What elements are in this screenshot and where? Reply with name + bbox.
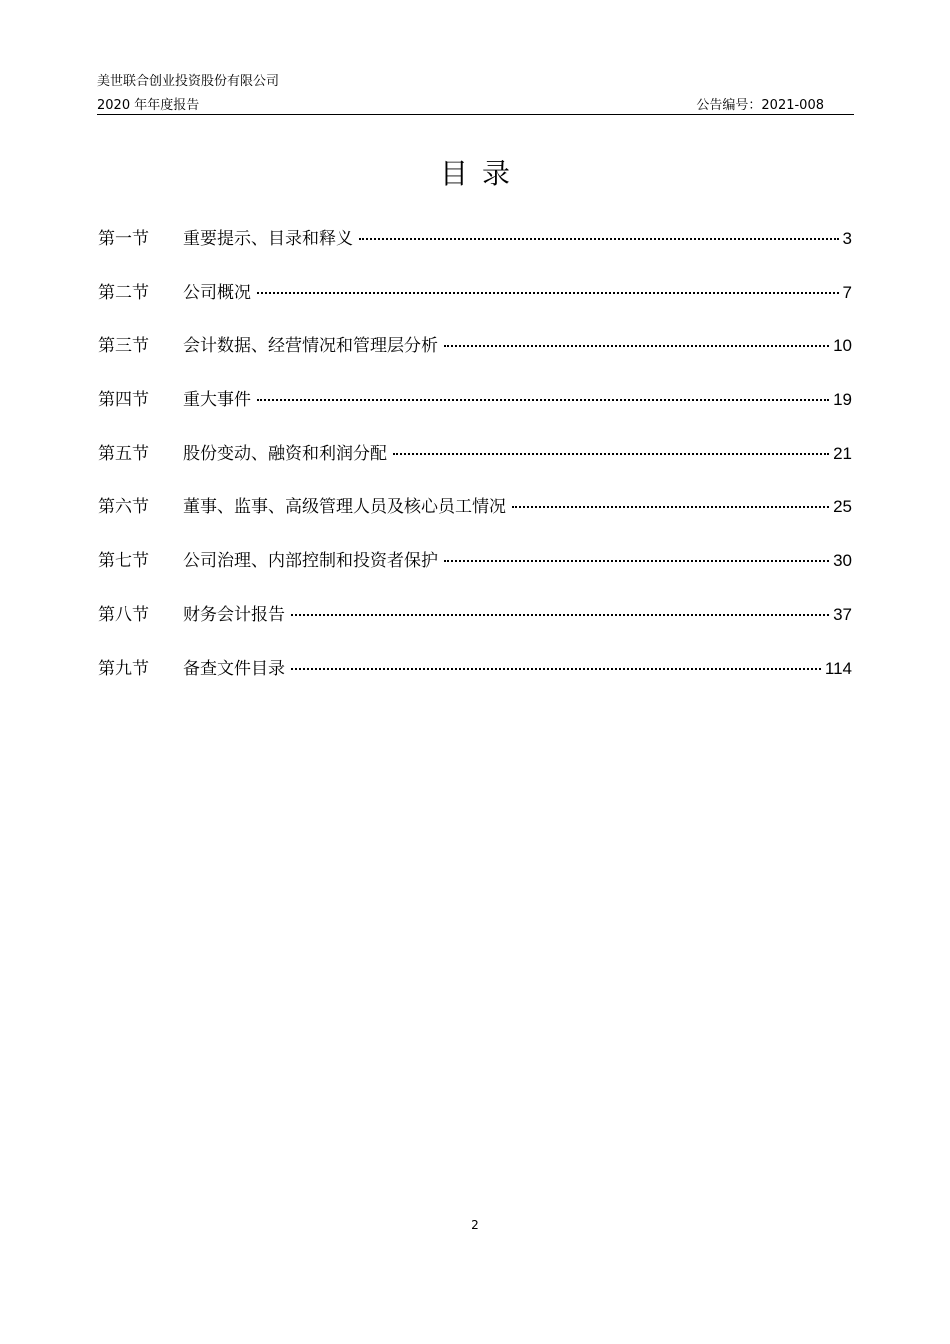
- toc-page-number: 19: [833, 390, 852, 410]
- toc-section-label: 第三节: [98, 336, 149, 357]
- toc-entry-title: 公司治理、内部控制和投资者保护: [183, 551, 438, 572]
- toc-entry-title: 重要提示、目录和释义: [183, 229, 353, 249]
- toc-entry-2[interactable]: [98, 278, 852, 332]
- toc-dot-leader: [444, 560, 829, 562]
- toc-page-number: 25: [833, 497, 852, 517]
- toc-dot-leader: [444, 345, 829, 347]
- toc-section-label: 第一节: [98, 229, 149, 249]
- toc-entry-1[interactable]: [98, 224, 852, 278]
- toc-entry-title: 公司概况: [183, 282, 251, 303]
- toc-section-label: 第八节: [98, 604, 149, 625]
- toc-entry-4[interactable]: [98, 385, 852, 439]
- company-name: 美世联合创业投资股份有限公司: [97, 74, 280, 89]
- table-of-contents: [98, 224, 852, 707]
- page-title: 目录: [439, 157, 524, 190]
- toc-dot-leader: [257, 399, 829, 401]
- toc-dot-leader: [393, 453, 829, 455]
- toc-entry-title: 董事、监事、高级管理人员及核心员工情况: [183, 497, 506, 518]
- toc-entry-title: 会计数据、经营情况和管理层分析: [183, 336, 438, 357]
- toc-dot-leader: [359, 238, 839, 240]
- toc-page-number: 7: [842, 282, 852, 302]
- footer-page-number: 2: [471, 1218, 479, 1232]
- toc-page-number: 37: [833, 604, 852, 624]
- toc-entry-title: 财务会计报告: [183, 604, 285, 625]
- notice-number: 公告编号：2021-008: [696, 98, 824, 113]
- toc-dot-leader: [257, 292, 839, 294]
- toc-page-number: 30: [833, 551, 852, 571]
- toc-section-label: 第二节: [98, 282, 149, 303]
- toc-page-number: 114: [824, 658, 852, 678]
- toc-dot-leader: [291, 668, 821, 670]
- toc-entry-title: 股份变动、融资和利润分配: [183, 443, 387, 464]
- toc-section-label: 第九节: [98, 658, 149, 679]
- page-header: [97, 68, 854, 115]
- toc-section-label: 第七节: [98, 551, 149, 572]
- toc-page-number: 3: [842, 229, 852, 248]
- toc-page-number: 21: [833, 443, 852, 463]
- toc-section-label: 第六节: [98, 497, 149, 518]
- toc-entry-6[interactable]: [98, 492, 852, 546]
- toc-entry-title: 备查文件目录: [183, 658, 285, 679]
- toc-page-number: 10: [833, 336, 852, 356]
- toc-dot-leader: [512, 506, 829, 508]
- toc-entry-3[interactable]: [98, 331, 852, 385]
- toc-section-label: 第五节: [98, 443, 149, 464]
- toc-section-label: 第四节: [98, 390, 149, 411]
- toc-entry-title: 重大事件: [183, 390, 251, 411]
- toc-entry-9[interactable]: [98, 654, 852, 708]
- toc-entry-5[interactable]: [98, 439, 852, 493]
- toc-dot-leader: [291, 614, 829, 616]
- toc-entry-8[interactable]: [98, 600, 852, 654]
- report-name: 2020 年年度报告: [97, 98, 200, 113]
- toc-entry-7[interactable]: [98, 546, 852, 600]
